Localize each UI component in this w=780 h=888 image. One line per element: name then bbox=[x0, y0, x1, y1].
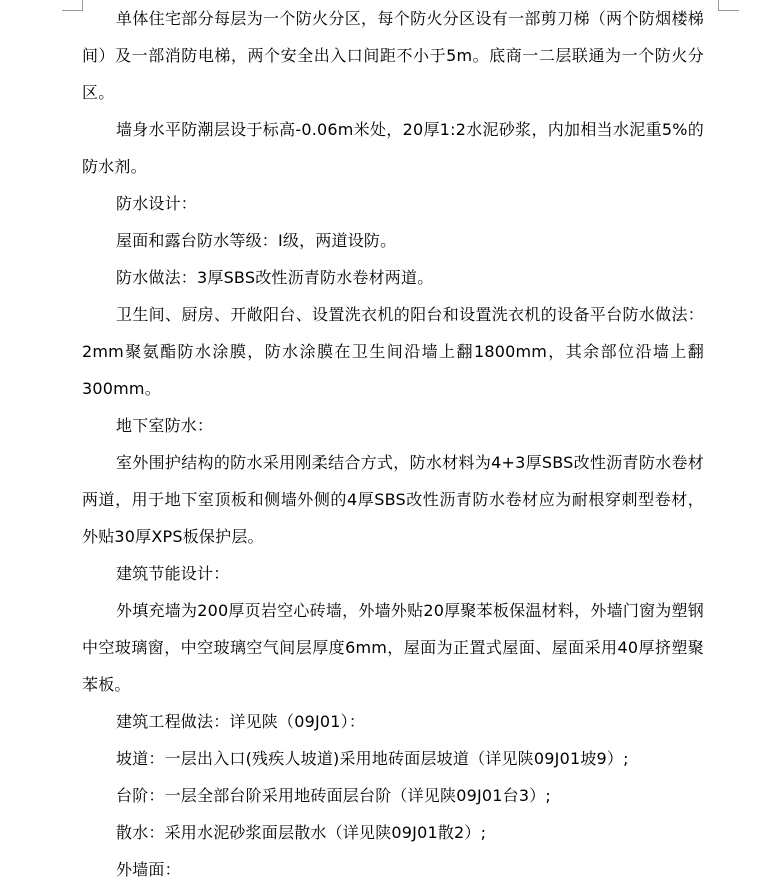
paragraph-waterproof-method: 防水做法：3厚SBS改性沥青防水卷材两道。 bbox=[116, 268, 434, 287]
heading-construction-methods: 建筑工程做法：详见陕（09J01）： bbox=[116, 712, 366, 731]
paragraph-fire-zones: 单体住宅部分每层为一个防火分区，每个防火分区设有一部剪刀梯（两个防烟楼梯间）及一部消防电梯，两个安全出入口间距不小于5m。底商一二层联通为一个防火分区。 bbox=[82, 9, 704, 102]
page-corner-mark-right bbox=[718, 0, 739, 11]
paragraph-roof-waterproof-grade: 屋面和露台防水等级：Ⅰ级，两道设防。 bbox=[116, 231, 397, 250]
document-body bbox=[82, 0, 704, 888]
paragraph-steps: 台阶：一层全部台阶采用地砖面层台阶（详见陕09J01台3）; bbox=[116, 786, 552, 805]
paragraph-damp-proof-course: 墙身水平防潮层设于标高-0.06m米处，20厚1:2水泥砂浆，内加相当水泥重5%的防水剂。 bbox=[82, 120, 704, 176]
heading-energy-saving-design: 建筑节能设计： bbox=[116, 564, 230, 583]
heading-basement-waterproofing: 地下室防水： bbox=[116, 416, 214, 435]
paragraph-basement-waterproofing: 室外围护结构的防水采用刚柔结合方式，防水材料为4+3厚SBS改性沥青防水卷材两道，用于地下室顶板和侧墙外侧的4厚SBS改性沥青防水卷材应为耐根穿刺型卷材，外贴30厚XPS板保护层。 bbox=[82, 453, 704, 546]
paragraph-ramp: 坡道：一层出入口(残疾人坡道)采用地砖面层坡道（详见陕09J01坡9）; bbox=[116, 749, 629, 768]
heading-waterproof-design: 防水设计： bbox=[116, 194, 198, 213]
paragraph-energy-saving: 外填充墙为200厚页岩空心砖墙，外墙外贴20厚聚苯板保温材料，外墙门窗为塑钢中空玻璃窗，中空玻璃空气间层厚度6mm，屋面为正置式屋面、屋面采用40厚挤塑聚苯板。 bbox=[82, 601, 704, 694]
page-corner-mark-left bbox=[62, 0, 83, 11]
heading-exterior-wall: 外墙面： bbox=[116, 860, 181, 879]
paragraph-wet-area-waterproofing: 卫生间、厨房、开敞阳台、设置洗衣机的阳台和设置洗衣机的设备平台防水做法：2mm聚氨酯防水涂膜，防水涂膜在卫生间沿墙上翻1800mm，其余部位沿墙上翻300mm。 bbox=[82, 305, 704, 398]
paragraph-apron: 散水：采用水泥砂浆面层散水（详见陕09J01散2）; bbox=[116, 823, 487, 842]
